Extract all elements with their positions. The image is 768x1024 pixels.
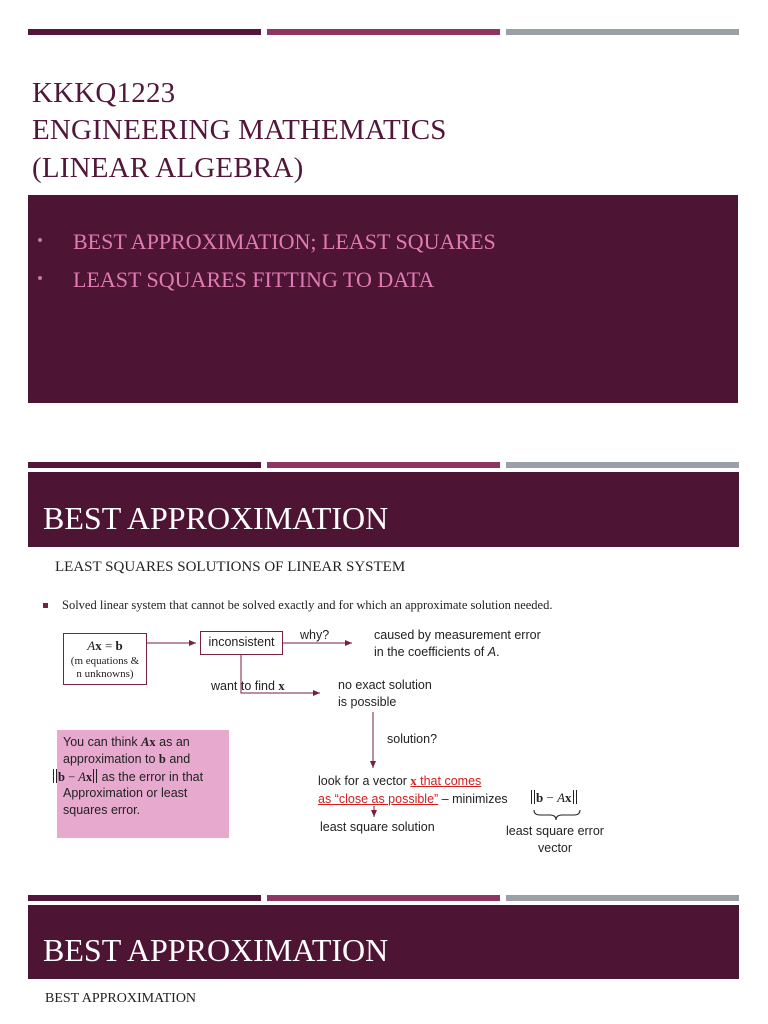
note-line-4: Approximation or least [63, 786, 188, 800]
topic-label: LEAST SQUARES FITTING TO DATA [73, 267, 435, 292]
bar-dark [28, 895, 261, 901]
arrow-want-to-find [241, 654, 320, 693]
course-code: KKKQ1223 [32, 77, 176, 109]
bullet-text: Solved linear system that cannot be solved exactly and for which an approximate solution needed. [62, 598, 553, 612]
want-label: want to find x [211, 679, 285, 693]
least-square-solution-label: least square solution [320, 820, 435, 834]
look-line-2: as “close as possible” – minimizes [318, 792, 508, 806]
no-exact-line-2: is possible [338, 695, 397, 709]
note-line-5: squares error. [63, 803, 141, 817]
look-line-1: look for a vector x that comes [318, 774, 482, 788]
slide-2-subtitle: LEAST SQUARES SOLUTIONS OF LINEAR SYSTEM [55, 559, 406, 575]
course-name: ENGINEERING MATHEMATICS [32, 114, 447, 146]
why-label: why? [300, 628, 330, 642]
norm-expression: b − Ax [530, 790, 578, 806]
cause-line-2: in the coefficients of A. [374, 645, 500, 659]
slide-3-subtitle: BEST APPROXIMATION [45, 991, 197, 1006]
equation-label: Ax = b [87, 638, 123, 653]
slide-2-title: BEST APPROXIMATION [43, 500, 389, 536]
brace-icon [534, 810, 580, 820]
slide-3-header [28, 905, 739, 979]
course-subtitle: (LINEAR ALGEBRA) [32, 152, 304, 184]
inconsistent-label: inconsistent [208, 635, 275, 649]
cause-line-1: caused by measurement error [374, 628, 541, 642]
note-line-1: You can think Ax as an [63, 735, 190, 749]
equation-note-1: (m equations & [70, 655, 140, 667]
topic-label: BEST APPROXIMATION; LEAST SQUARES [73, 229, 496, 254]
bar-mid [267, 895, 500, 901]
slide-3-title: BEST APPROXIMATION [43, 932, 389, 968]
no-exact-line-1: no exact solution [338, 678, 432, 692]
bar-grey [506, 895, 739, 901]
note-line-2: approximation to b and [63, 752, 191, 766]
solution-question: solution? [387, 732, 438, 746]
note-line-3: b − Ax as the error in that [52, 769, 203, 785]
equation-note-2: n unknowns) [76, 668, 134, 680]
least-square-error-line-2: vector [538, 841, 573, 855]
least-square-error-line-1: least square error [506, 824, 604, 838]
